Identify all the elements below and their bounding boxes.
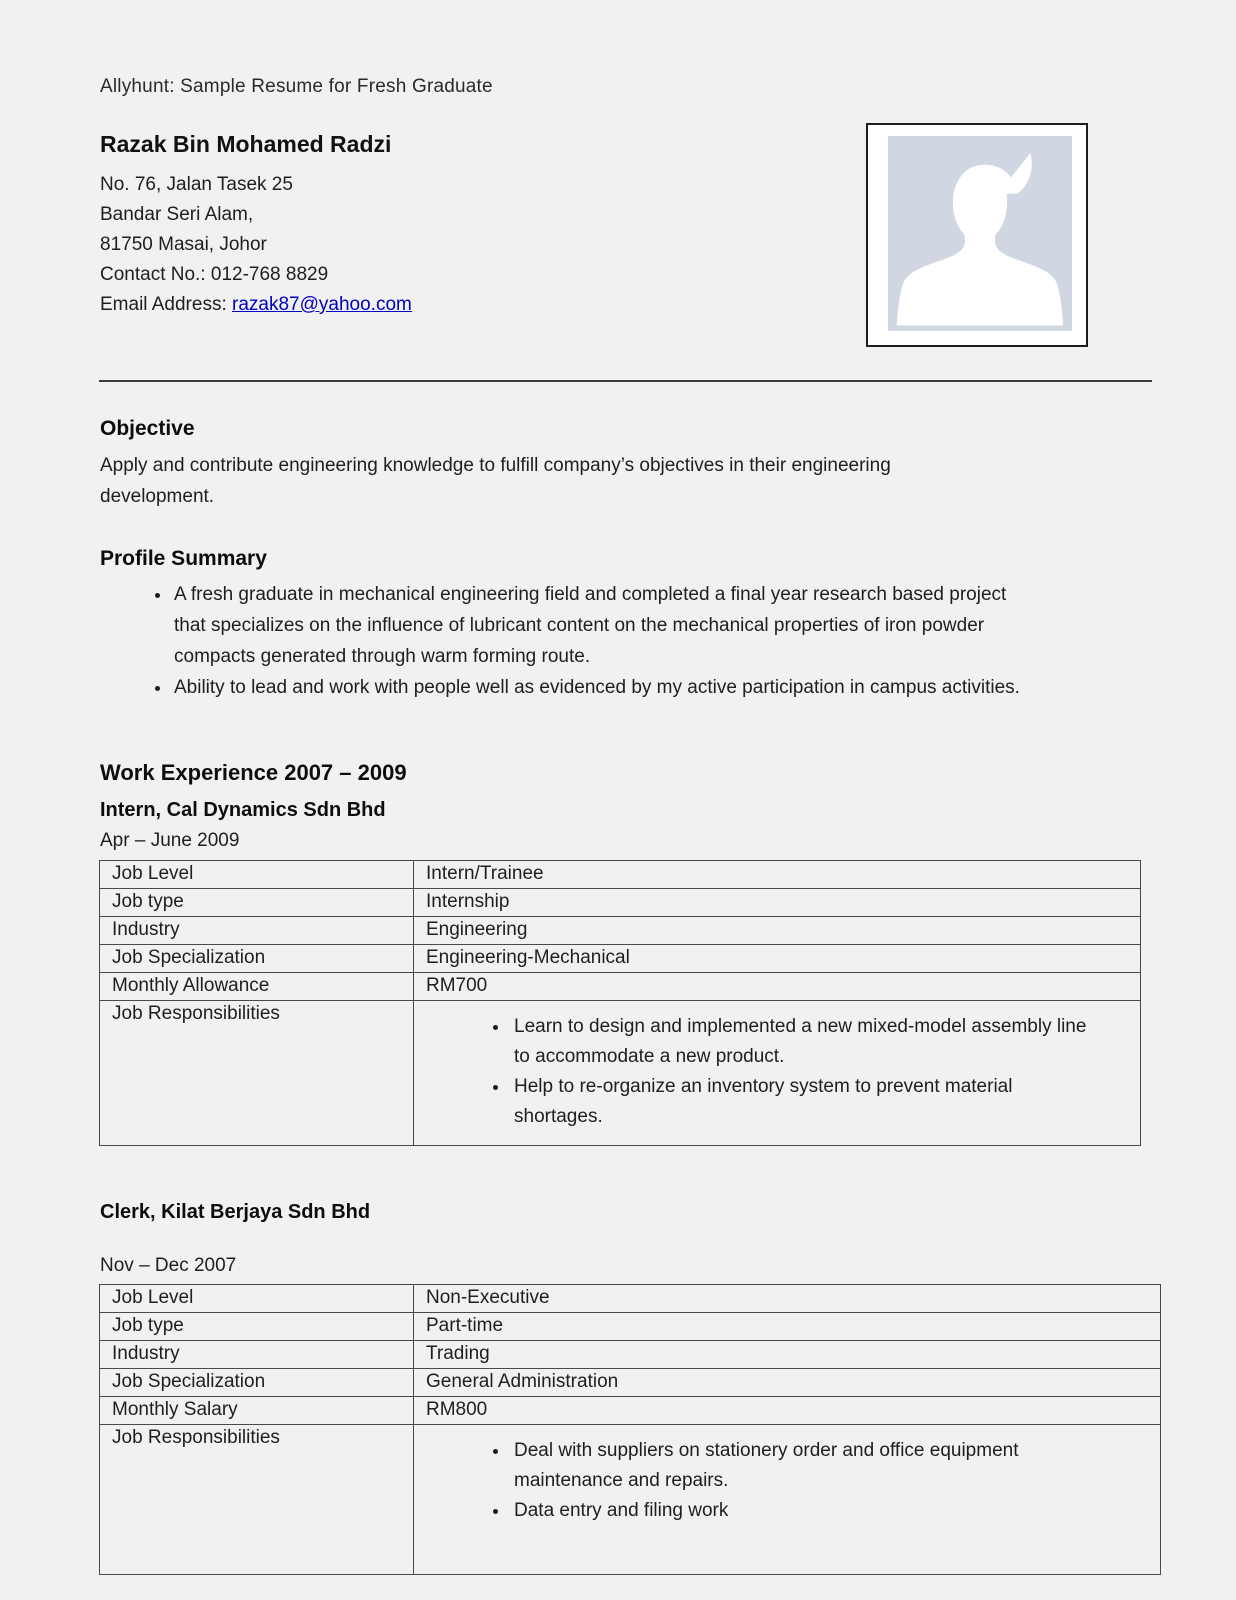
person-silhouette-icon (888, 136, 1072, 331)
section-profile-summary (100, 547, 1152, 703)
table-row (100, 1313, 1161, 1341)
table-row (100, 917, 1141, 945)
table-row (100, 1341, 1161, 1369)
table-row (100, 1285, 1161, 1313)
photo-placeholder (888, 136, 1072, 331)
address-line: 81750 Masai, Johor (100, 234, 267, 255)
table-row (100, 945, 1141, 973)
table-row (100, 1369, 1161, 1397)
section-objective (100, 417, 1152, 512)
field-value: RM800 (414, 1397, 1161, 1425)
field-label: Job Specialization (100, 1369, 414, 1397)
field-label: Job type (100, 889, 414, 917)
responsibilities-list (426, 1012, 1130, 1132)
job-details-table (99, 1284, 1161, 1575)
field-label: Job Level (100, 861, 414, 889)
objective-heading: Objective (100, 417, 195, 440)
responsibilities-cell (414, 1001, 1141, 1146)
field-label: Monthly Salary (100, 1397, 414, 1425)
address-line: Bandar Seri Alam, (100, 204, 254, 225)
job-title: Clerk, Kilat Berjaya Sdn Bhd (100, 1201, 371, 1223)
contact-block (100, 131, 412, 320)
objective-text: Apply and contribute engineering knowledge to fulfill company’s objectives in their engineering development. (100, 455, 891, 507)
field-label: Monthly Allowance (100, 973, 414, 1001)
contact-lines (100, 170, 412, 320)
email-label: Email Address: (100, 294, 227, 315)
field-label: Job type (100, 1313, 414, 1341)
responsibility-item: • Learn to design and implemented a new mixed-model assembly line to accommodate a new product. (510, 1012, 1092, 1072)
document-watermark: Allyhunt: Sample Resume for Fresh Graduate (100, 76, 493, 97)
photo-frame (866, 123, 1088, 347)
responsibilities-list (426, 1436, 1150, 1526)
field-value: Engineering-Mechanical (414, 945, 1141, 973)
horizontal-divider (99, 380, 1152, 382)
field-value: Intern/Trainee (414, 861, 1141, 889)
responsibilities-label: Job Responsibilities (100, 1425, 414, 1575)
candidate-name: Razak Bin Mohamed Radzi (100, 131, 392, 157)
table-row (100, 973, 1141, 1001)
address-line: No. 76, Jalan Tasek 25 (100, 174, 293, 195)
email-link[interactable]: razak87@yahoo.com (232, 294, 412, 315)
email-line (100, 290, 412, 320)
table-row (100, 861, 1141, 889)
profile-summary-list (100, 579, 1152, 703)
field-value: Trading (414, 1341, 1161, 1369)
field-label: Industry (100, 917, 414, 945)
job-period: Nov – Dec 2007 (100, 1255, 237, 1276)
field-value: Engineering (414, 917, 1141, 945)
field-value: Part-time (414, 1313, 1161, 1341)
table-row (100, 889, 1141, 917)
field-label: Job Specialization (100, 945, 414, 973)
work-experience-heading: Work Experience 2007 – 2009 (100, 760, 407, 785)
responsibility-item: • Help to re-organize an inventory system to prevent material shortages. (510, 1072, 1092, 1132)
field-label: Job Level (100, 1285, 414, 1313)
job-title: Intern, Cal Dynamics Sdn Bhd (100, 799, 386, 821)
field-value: General Administration (414, 1369, 1161, 1397)
section-work-experience (100, 760, 1152, 1575)
field-label: Industry (100, 1341, 414, 1369)
field-value: Non-Executive (414, 1285, 1161, 1313)
profile-bullet: • Ability to lead and work with people well as evidenced by my active participation in campus activities. (172, 672, 1037, 703)
responsibilities-cell (414, 1425, 1161, 1575)
table-row (100, 1425, 1161, 1575)
job-period: Apr – June 2009 (100, 830, 240, 851)
responsibility-item: • Data entry and filing work (510, 1496, 1092, 1526)
phone-line: Contact No.: 012-768 8829 (100, 264, 329, 285)
responsibilities-label: Job Responsibilities (100, 1001, 414, 1146)
job-details-table (99, 860, 1141, 1146)
table-row (100, 1397, 1161, 1425)
field-value: RM700 (414, 973, 1141, 1001)
field-value: Internship (414, 889, 1141, 917)
profile-bullet: • A fresh graduate in mechanical engineering field and completed a final year research based project that specializes on the influence of lubricant content on the mechanical properties of iron powder compacts generated through warm forming route. (172, 579, 1037, 672)
profile-summary-heading: Profile Summary (100, 547, 267, 570)
responsibility-item: • Deal with suppliers on stationery order and office equipment maintenance and repairs. (510, 1436, 1092, 1496)
table-row (100, 1001, 1141, 1146)
